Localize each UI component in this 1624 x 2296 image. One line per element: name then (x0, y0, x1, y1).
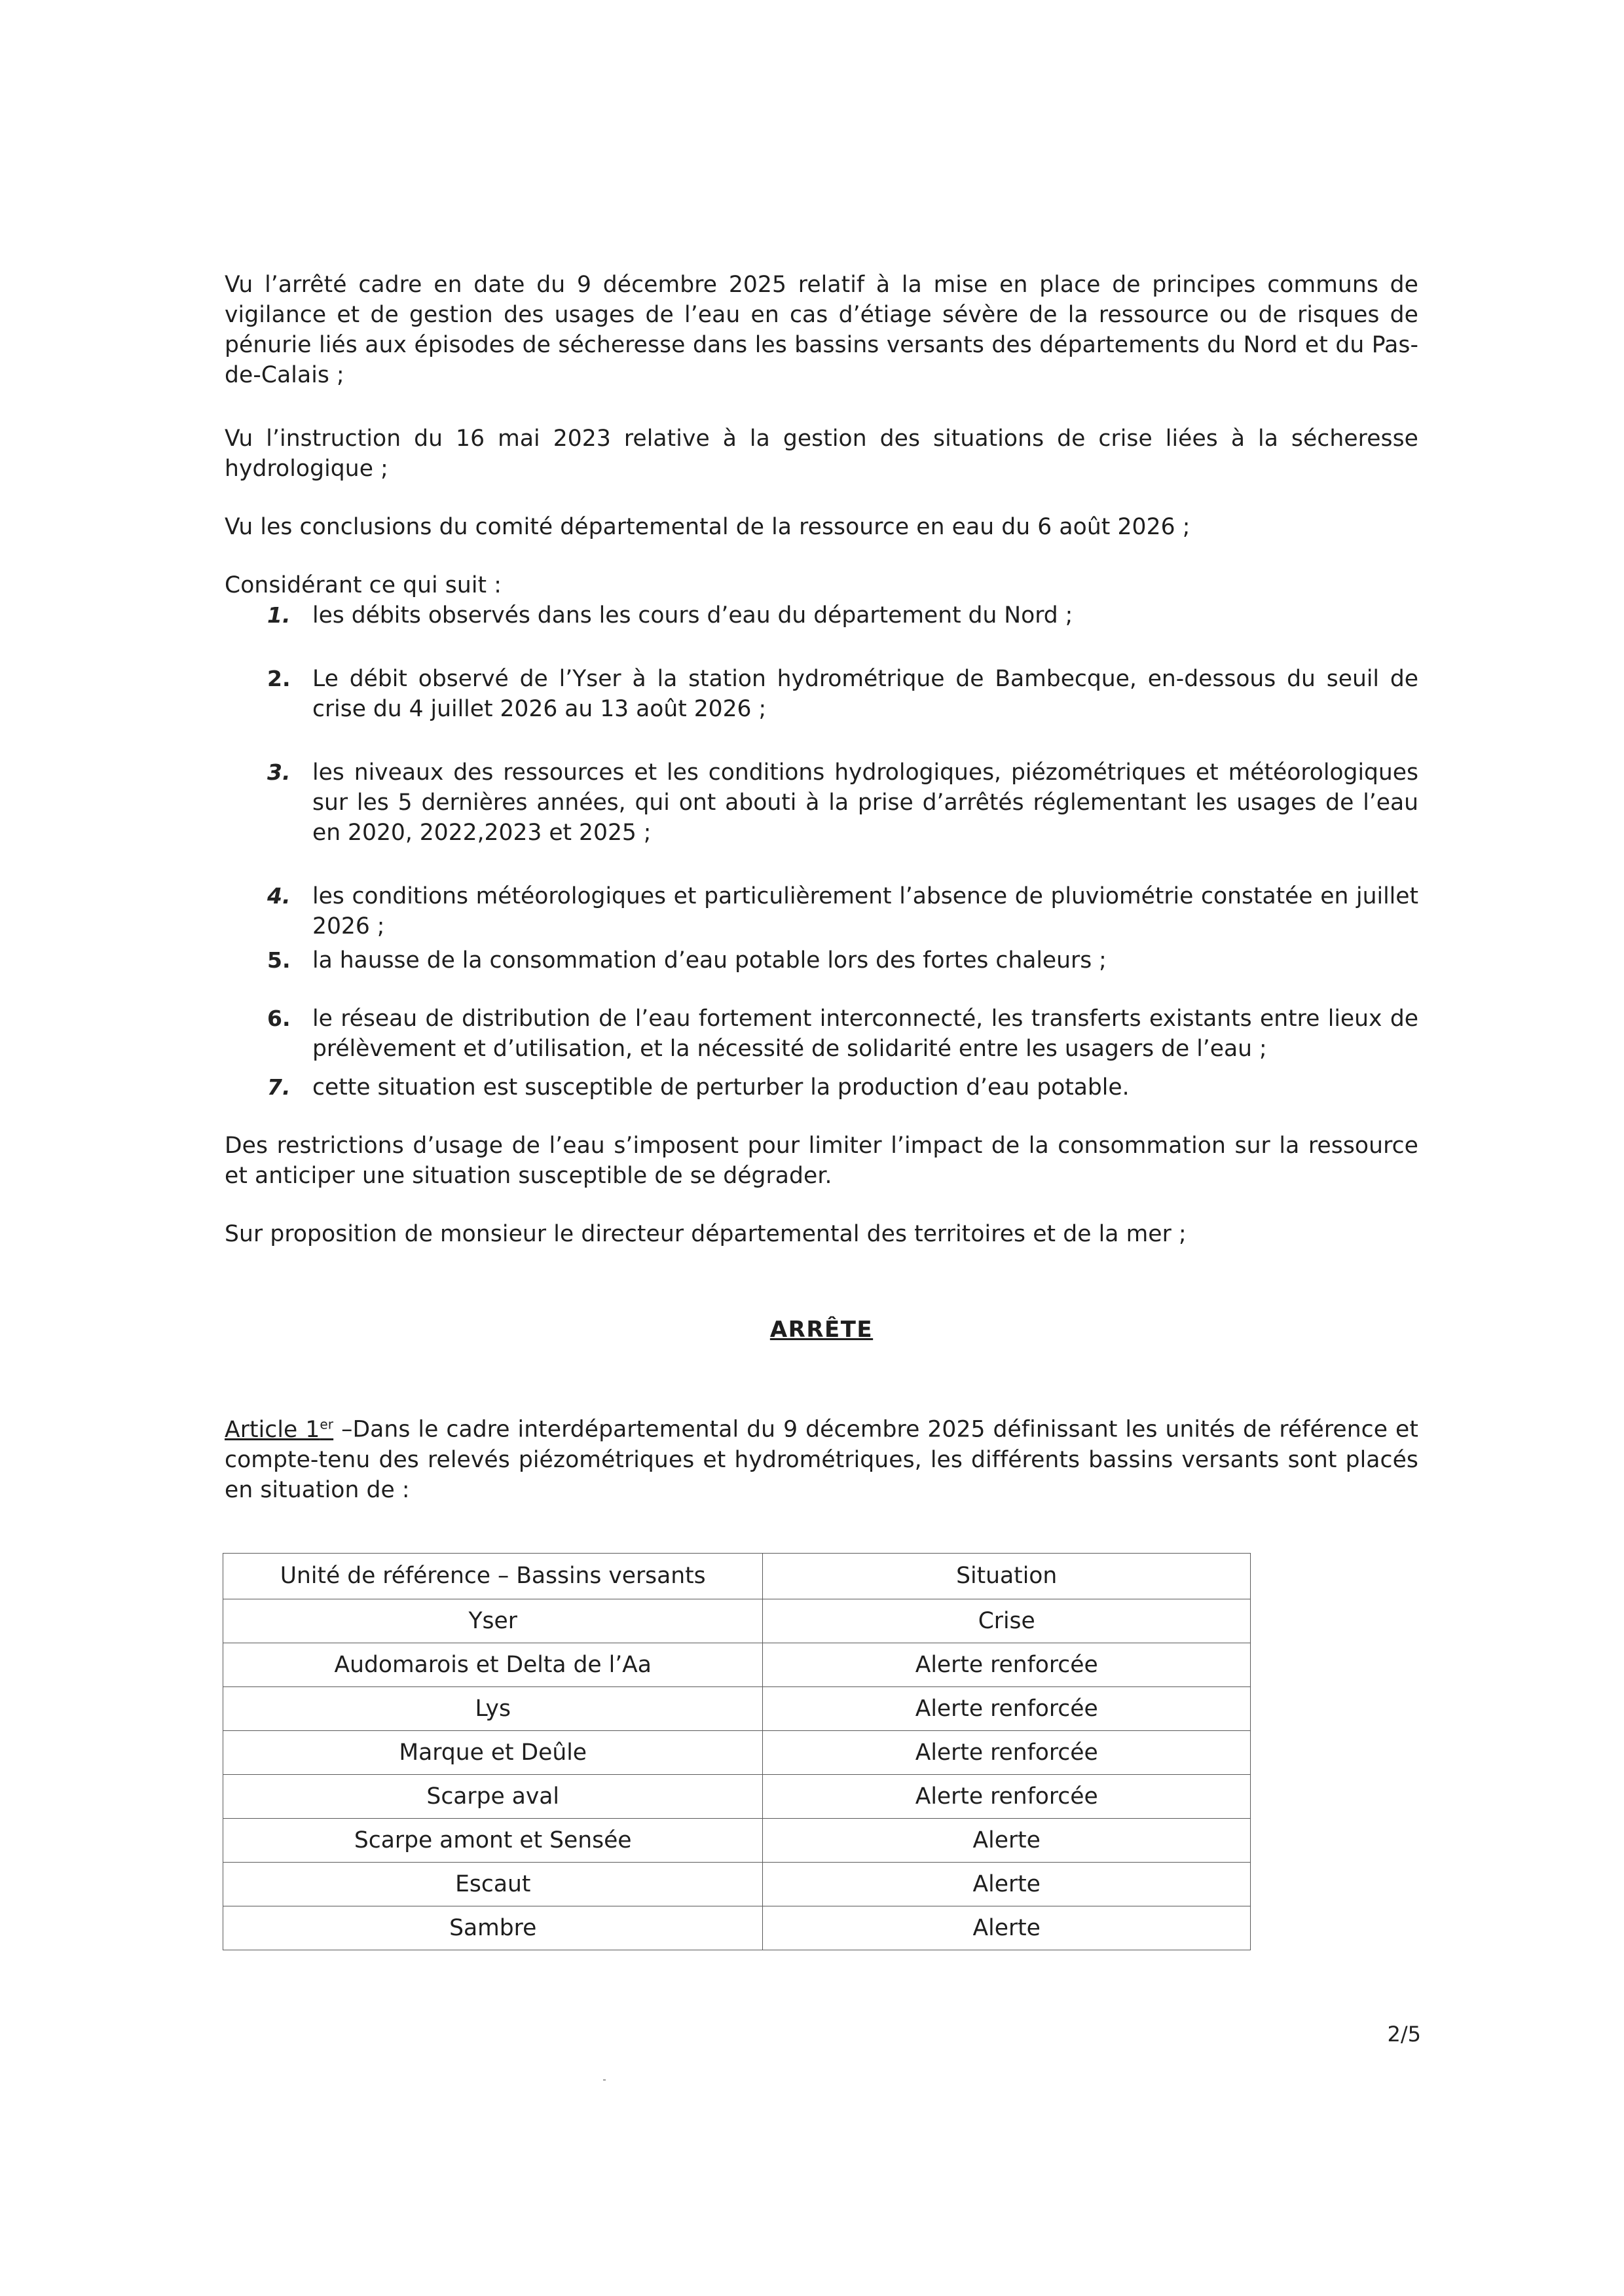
considerant-item (225, 945, 1418, 975)
scan-speck (603, 2079, 606, 2081)
considerant-number: 2. (267, 666, 291, 691)
table-cell-unite: Escaut (223, 1863, 763, 1906)
table-cell-situation: Alerte (763, 1819, 1251, 1863)
considerant-item (225, 1072, 1418, 1102)
considerant-number: 7. (267, 1074, 291, 1100)
arrete-heading: ARRÊTE (769, 1317, 874, 1343)
considerant-text: Le débit observé de l’Yser à la station hydrométrique de Bambecque, en-dessous du seuil de crise du 4 juillet 2026 au 13 août 2026 ; (312, 666, 1418, 722)
table-cell-situation: Alerte renforcée (763, 1731, 1251, 1775)
proposition-paragraph: Sur proposition de monsieur le directeur départemental des territoires et de la mer ; (225, 1221, 1187, 1247)
visa-arrete-cadre: Vu l’arrêté cadre en date du 9 décembre 2025 relatif à la mise en place de principes communs de vigilance et de gestion des usages de l’eau en cas d’étiage sévère de la ressource ou de risques de pénurie liés aux épisodes de sécheresse dans les bassins versants des départements du Nord et du Pas-de-Calais ; (225, 272, 1418, 388)
article-1-text: –Dans le cadre interdépartemental du 9 décembre 2025 définissant les unités de référence et compte-tenu des relevés piézométriques et hydrométriques, les différents bassins versants sont placés en situation de : (225, 1416, 1418, 1503)
considerant-number: 4. (267, 883, 291, 909)
situations-table (223, 1553, 1251, 1950)
considerant-item (225, 600, 1418, 630)
table-cell-unite: Marque et Deûle (223, 1731, 763, 1775)
table-cell-situation: Alerte renforcée (763, 1687, 1251, 1731)
considerant-text: les niveaux des ressources et les conditions hydrologiques, piézométriques et météorologiques sur les 5 dernières années, qui ont abouti à la prise d’arrêtés réglementant les usages de l’eau en 2020, 2022,2023 et 2025 ; (312, 759, 1418, 846)
table-cell-situation: Crise (763, 1599, 1251, 1643)
table-row (223, 1599, 1251, 1643)
visa-conclusions-comite: Vu les conclusions du comité départemental de la ressource en eau du 6 août 2026 ; (225, 514, 1190, 540)
table-cell-situation: Alerte (763, 1906, 1251, 1950)
considerant-text: la hausse de la consommation d’eau potable lors des fortes chaleurs ; (312, 947, 1107, 974)
considerant-number: 3. (267, 759, 291, 785)
table-row (223, 1863, 1251, 1906)
table-cell-unite: Lys (223, 1687, 763, 1731)
table-header-situation: Situation (763, 1554, 1251, 1599)
considerant-item (225, 664, 1418, 724)
article-1-label: Article 1er (225, 1416, 334, 1443)
table-row (223, 1819, 1251, 1863)
considerant-number: 1. (267, 602, 291, 628)
considerant-text: les débits observés dans les cours d’eau du département du Nord ; (312, 602, 1073, 629)
restrictions-paragraph: Des restrictions d’usage de l’eau s’imposent pour limiter l’impact de la consommation sur la ressource et anticiper une situation susceptible de se dégrader. (225, 1133, 1418, 1189)
considerant-text: le réseau de distribution de l’eau fortement interconnecté, les transferts existants entre lieux de prélèvement et d’utilisation, et la nécessité de solidarité entre les usagers de l’eau ; (312, 1006, 1418, 1062)
considerant-text: les conditions météorologiques et particulièrement l’absence de pluviométrie constatée en juillet 2026 ; (312, 883, 1418, 939)
table-header-unite: Unité de référence – Bassins versants (223, 1554, 763, 1599)
table-cell-unite: Sambre (223, 1906, 763, 1950)
table-cell-unite: Audomarois et Delta de l’Aa (223, 1643, 763, 1687)
table-row (223, 1906, 1251, 1950)
table-cell-situation: Alerte (763, 1863, 1251, 1906)
table-row (223, 1731, 1251, 1775)
document-body (225, 270, 1418, 1505)
considerant-text: cette situation est susceptible de perturber la production d’eau potable. (312, 1074, 1130, 1101)
table-cell-situation: Alerte renforcée (763, 1643, 1251, 1687)
page-number: 2/5 (1387, 2022, 1421, 2047)
table-row (223, 1687, 1251, 1731)
considerant-list (225, 600, 1418, 1102)
considerant-item (225, 881, 1418, 941)
considerant-item (225, 757, 1418, 848)
considerant-intro: Considérant ce qui suit : (225, 572, 502, 598)
table-cell-unite: Yser (223, 1599, 763, 1643)
table-row (223, 1643, 1251, 1687)
table-cell-unite: Scarpe amont et Sensée (223, 1819, 763, 1863)
article-1-paragraph (225, 1409, 1418, 1505)
table-row (223, 1775, 1251, 1819)
table-cell-situation: Alerte renforcée (763, 1775, 1251, 1819)
visa-instruction: Vu l’instruction du 16 mai 2023 relative à la gestion des situations de crise liées à la sécheresse hydrologique ; (225, 426, 1418, 482)
considerant-number: 6. (267, 1006, 291, 1031)
table-cell-unite: Scarpe aval (223, 1775, 763, 1819)
considerant-number: 5. (267, 947, 291, 973)
table-header-row (223, 1554, 1251, 1599)
considerant-item (225, 1004, 1418, 1064)
